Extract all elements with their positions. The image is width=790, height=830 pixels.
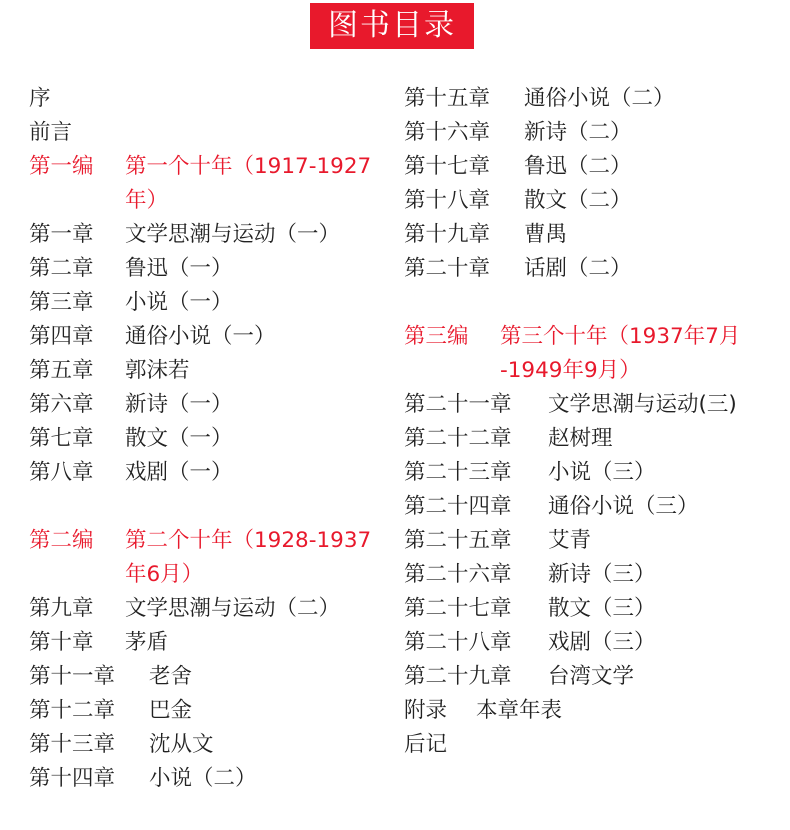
toc-title: 戏剧（一） xyxy=(125,460,233,485)
toc-label: 第二十五章 xyxy=(404,528,512,553)
toc-label: 第二十一章 xyxy=(404,392,512,417)
toc-entry[interactable] xyxy=(404,660,774,694)
toc-title-continued: 年） xyxy=(125,188,169,213)
toc-title: 散文（三） xyxy=(548,596,656,621)
toc-label: 第三编 xyxy=(404,324,469,349)
toc-title: 文学思潮与运动（一） xyxy=(125,222,341,247)
toc-label: 第三章 xyxy=(29,290,94,315)
toc-part-heading-continued xyxy=(29,184,384,218)
toc-title-continued: -1949年9月） xyxy=(500,358,641,383)
toc-title: 第二个十年（1928-1937 xyxy=(125,528,372,553)
toc-entry[interactable] xyxy=(404,626,774,660)
toc-left-column xyxy=(29,82,384,796)
toc-label: 第十九章 xyxy=(404,222,491,247)
toc-title: 通俗小说（一） xyxy=(125,324,276,349)
title-banner xyxy=(310,3,474,49)
toc-label: 第二十七章 xyxy=(404,596,512,621)
toc-part-heading[interactable] xyxy=(404,320,774,354)
toc-part-heading[interactable] xyxy=(29,150,384,184)
toc-entry[interactable] xyxy=(29,660,384,694)
toc-label: 第二十六章 xyxy=(404,562,512,587)
toc-label: 第九章 xyxy=(29,596,94,621)
toc-entry[interactable] xyxy=(404,422,774,456)
toc-entry[interactable] xyxy=(404,456,774,490)
toc-title: 新诗（一） xyxy=(125,392,233,417)
toc-label: 第十章 xyxy=(29,630,94,655)
toc-title: 艾青 xyxy=(548,528,592,553)
toc-title: 鲁迅（一） xyxy=(125,256,233,281)
toc-entry[interactable] xyxy=(404,116,774,150)
toc-label: 第二编 xyxy=(29,528,94,553)
toc-title: 小说（一） xyxy=(125,290,233,315)
toc-title: 散文（二） xyxy=(524,188,632,213)
toc-entry[interactable] xyxy=(29,354,384,388)
toc-label: 第八章 xyxy=(29,460,94,485)
toc-label: 第十七章 xyxy=(404,154,491,179)
toc-entry[interactable] xyxy=(404,150,774,184)
spacer xyxy=(29,490,384,524)
toc-label: 第十一章 xyxy=(29,664,116,689)
toc-entry[interactable] xyxy=(404,82,774,116)
toc-title: 话剧（二） xyxy=(524,256,632,281)
toc-title: 第一个十年（1917-1927 xyxy=(125,154,372,179)
toc-part-heading-continued xyxy=(404,354,774,388)
page-title: 图书目录 xyxy=(328,8,456,43)
toc-title: 文学思潮与运动（二） xyxy=(125,596,341,621)
toc-right-column xyxy=(404,82,774,762)
toc-entry[interactable] xyxy=(29,592,384,626)
toc-entry[interactable] xyxy=(404,558,774,592)
toc-entry[interactable] xyxy=(29,422,384,456)
spacer xyxy=(404,286,774,320)
toc-entry[interactable] xyxy=(29,728,384,762)
toc-part-heading[interactable] xyxy=(29,524,384,558)
toc-entry[interactable] xyxy=(29,694,384,728)
toc-entry[interactable] xyxy=(29,626,384,660)
toc-label: 第十二章 xyxy=(29,698,116,723)
toc-entry[interactable] xyxy=(404,490,774,524)
toc-title: 鲁迅（二） xyxy=(524,154,632,179)
toc-label: 第二十章 xyxy=(404,256,491,281)
toc-title: 巴金 xyxy=(149,698,193,723)
toc-entry[interactable] xyxy=(404,728,774,762)
toc-label: 第十三章 xyxy=(29,732,116,757)
toc-label: 第二十四章 xyxy=(404,494,512,519)
toc-entry[interactable] xyxy=(404,252,774,286)
toc-title-continued: 年6月） xyxy=(125,562,204,587)
toc-title: 赵树理 xyxy=(548,426,613,451)
toc-label: 第十六章 xyxy=(404,120,491,145)
toc-label: 第六章 xyxy=(29,392,94,417)
toc-label: 第二章 xyxy=(29,256,94,281)
toc-label: 序 xyxy=(29,86,51,111)
toc-title: 戏剧（三） xyxy=(548,630,656,655)
toc-label: 第二十三章 xyxy=(404,460,512,485)
toc-entry[interactable] xyxy=(29,82,384,116)
toc-title: 通俗小说（二） xyxy=(524,86,675,111)
toc-entry[interactable] xyxy=(29,116,384,150)
toc-entry[interactable] xyxy=(29,762,384,796)
toc-title: 新诗（三） xyxy=(548,562,656,587)
toc-entry[interactable] xyxy=(29,320,384,354)
toc-part-heading-continued xyxy=(29,558,384,592)
toc-entry[interactable] xyxy=(29,388,384,422)
toc-entry[interactable] xyxy=(404,524,774,558)
toc-label: 第十八章 xyxy=(404,188,491,213)
toc-entry[interactable] xyxy=(404,184,774,218)
toc-title: 文学思潮与运动(三) xyxy=(548,392,737,417)
toc-title: 茅盾 xyxy=(125,630,169,655)
toc-title: 小说（二） xyxy=(149,766,257,791)
toc-label: 前言 xyxy=(29,120,73,145)
toc-label: 后记 xyxy=(404,732,448,757)
toc-entry[interactable] xyxy=(29,218,384,252)
toc-title: 通俗小说（三） xyxy=(548,494,699,519)
toc-label: 第七章 xyxy=(29,426,94,451)
toc-title: 新诗（二） xyxy=(524,120,632,145)
toc-label: 第四章 xyxy=(29,324,94,349)
toc-title: 郭沫若 xyxy=(125,358,190,383)
toc-label: 第二十八章 xyxy=(404,630,512,655)
toc-entry[interactable] xyxy=(404,218,774,252)
toc-title: 小说（三） xyxy=(548,460,656,485)
toc-label: 第一章 xyxy=(29,222,94,247)
toc-title: 本章年表 xyxy=(476,698,563,723)
toc-title: 散文（一） xyxy=(125,426,233,451)
toc-entry[interactable] xyxy=(29,456,384,490)
toc-title: 老舍 xyxy=(149,664,193,689)
toc-label: 第十五章 xyxy=(404,86,491,111)
toc-entry[interactable] xyxy=(404,694,774,728)
toc-entry[interactable] xyxy=(404,388,774,422)
toc-label: 第二十九章 xyxy=(404,664,512,689)
toc-title: 第三个十年（1937年7月 xyxy=(500,324,741,349)
toc-title: 曹禺 xyxy=(524,222,568,247)
toc-label: 第十四章 xyxy=(29,766,116,791)
toc-label: 附录 xyxy=(404,698,448,723)
toc-entry[interactable] xyxy=(29,252,384,286)
toc-label: 第二十二章 xyxy=(404,426,512,451)
toc-label: 第一编 xyxy=(29,154,94,179)
toc-entry[interactable] xyxy=(404,592,774,626)
toc-entry[interactable] xyxy=(29,286,384,320)
toc-label: 第五章 xyxy=(29,358,94,383)
toc-title: 沈从文 xyxy=(149,732,214,757)
toc-title: 台湾文学 xyxy=(548,664,635,689)
